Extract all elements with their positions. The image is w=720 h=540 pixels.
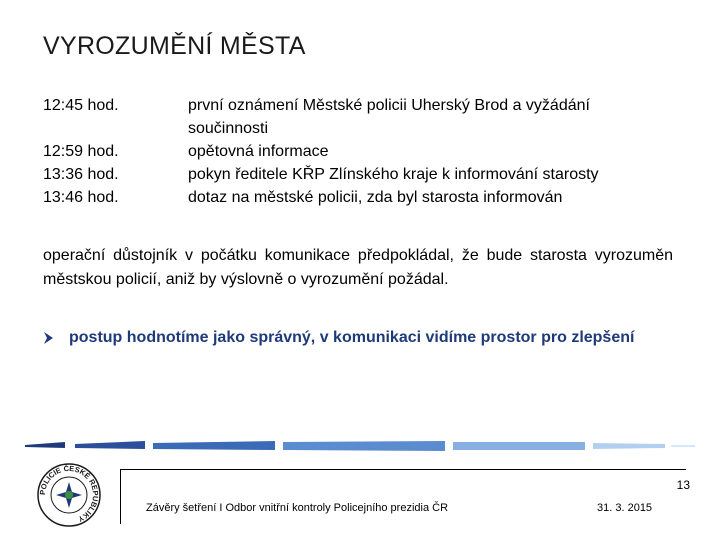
arrow-bullet-icon — [43, 326, 57, 353]
time-4: 13:46 hod. — [43, 189, 119, 206]
time-2: 12:59 hod. — [43, 143, 119, 160]
description-3: pokyn ředitele KŘP Zlínského kraje k informování starosty — [188, 166, 599, 183]
footer-text: Závěry šetření I Odbor vnitřní kontroly Policejního prezidia ČR — [146, 502, 449, 514]
time-3: 13:36 hod. — [43, 166, 119, 183]
footer-frame — [120, 469, 686, 524]
timeline-times — [43, 94, 119, 209]
slide-title: VYROZUMĚNÍ MĚSTA — [43, 32, 306, 60]
description-2: opětovná informace — [188, 143, 329, 160]
decorative-stripe — [25, 439, 695, 453]
time-1: 12:45 hod. — [43, 97, 119, 114]
conclusion-bullet — [43, 326, 663, 350]
description-1-line-1: první oznámení Městské policii Uherský Brod a vyžádání — [188, 97, 590, 114]
page-number: 13 — [676, 478, 690, 492]
footer-date: 31. 3. 2015 — [597, 502, 653, 514]
description-1-line-2: součinnosti — [188, 120, 269, 137]
body-paragraph: operační důstojník v počátku komunikace předpokládal, že bude starosta vyrozuměn městskou policií, aniž by výslovně o vyrozumění požádal. — [43, 247, 673, 288]
seal-text: POLICIE ČESKÉ REPUBLIKY — [37, 463, 101, 524]
timeline-descriptions — [188, 94, 668, 209]
police-seal-icon — [36, 462, 102, 528]
conclusion-text: postup hodnotíme jako správný, v komunikaci vidíme prostor pro zlepšení — [69, 329, 635, 346]
description-4: dotaz na městské policii, zda byl starosta informován — [188, 189, 563, 206]
